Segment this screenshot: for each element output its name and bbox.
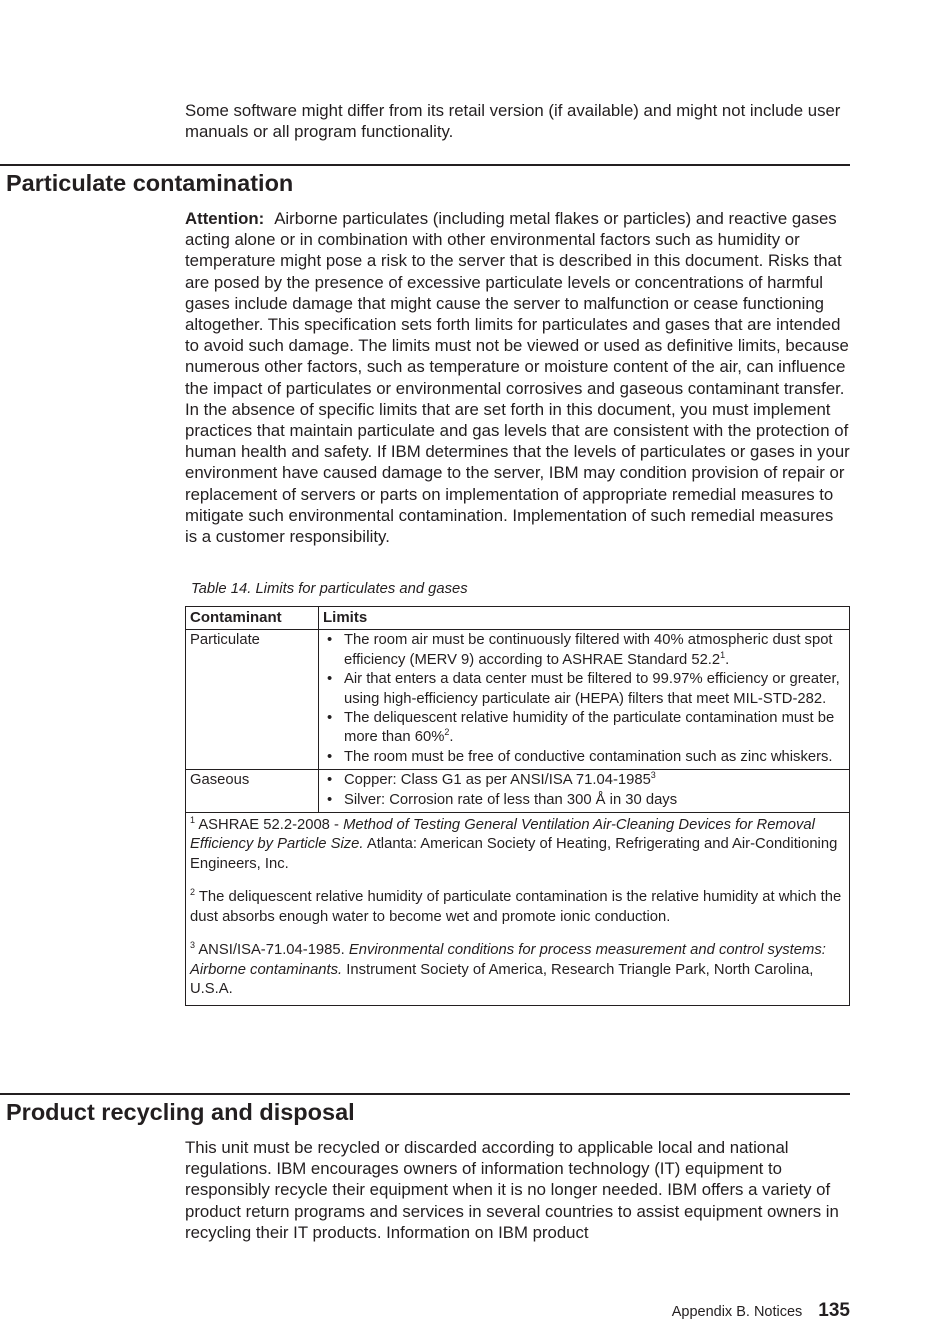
- gaseous-limits-list: [323, 771, 845, 810]
- table-notes: [190, 816, 845, 999]
- limit-text: Copper: Class G1 as per ANSI/ISA 71.04-1985: [344, 772, 651, 789]
- table-row-gaseous: [186, 770, 850, 813]
- recycling-heading: Product recycling and disposal: [6, 1099, 355, 1125]
- footnote-text: Atlanta: American Society of Heating, Refrigerating and Air-Conditioning Engineers, Inc.: [190, 836, 838, 872]
- footnote-number: 3: [190, 940, 196, 951]
- limits-table: [185, 606, 850, 1006]
- limit-text: Air that enters a data center must be filtered to 99.97% efficiency or greater, using high-efficiency particulate air (HEPA) filters that meet MIL-STD-282.: [344, 671, 840, 707]
- section-rule: [0, 164, 850, 166]
- footnote-text: ANSI/ISA-71.04-1985.: [198, 942, 349, 959]
- footnote-text: ASHRAE 52.2-2008 -: [198, 817, 344, 834]
- column-header-contaminant: Contaminant: [186, 607, 319, 630]
- limit-item: [323, 771, 845, 790]
- limit-item: [323, 631, 845, 670]
- footnote-number: 2: [190, 887, 196, 898]
- attention-paragraph: [185, 208, 850, 547]
- footnote-text: The deliquescent relative humidity of particulate contamination is the relative humidity at which the dust absorbs enough water to become wet and promote ionic conduction.: [190, 889, 842, 925]
- limit-text: The room must be free of conductive contamination such as zinc whiskers.: [344, 748, 833, 765]
- table-footnote: [190, 888, 845, 927]
- table-header-row: [186, 607, 850, 630]
- contaminant-cell: Particulate: [186, 630, 319, 770]
- limit-item: [323, 791, 845, 810]
- limit-text-tail: .: [725, 651, 730, 668]
- recycling-paragraph: This unit must be recycled or discarded according to applicable local and national regulations. IBM encourages owners of information technology (IT) equipment to responsibly recycle their equipment when it is no longer needed. IBM offers a variety of product return programs and services in several countries to assist equipment owners in recycling their IT products. Information on IBM product: [185, 1138, 839, 1242]
- footnote-text: Instrument Society of America, Research Triangle Park, North Carolina, U.S.A.: [190, 961, 814, 997]
- table-notes-row: [186, 813, 850, 1006]
- table-caption: Table 14. Limits for particulates and gases: [191, 581, 468, 597]
- limit-item: [323, 670, 845, 709]
- table-row-particulate: [186, 630, 850, 770]
- limits-cell: [319, 770, 850, 813]
- footnote-ref: 3: [650, 770, 656, 781]
- footnote-number: 1: [190, 815, 196, 826]
- table-footnote: [190, 816, 845, 874]
- footnote-ref: 1: [720, 649, 726, 660]
- table-footnote: [190, 941, 845, 999]
- table-notes-cell: [186, 813, 850, 1006]
- limit-text: The room air must be continuously filtered with 40% atmospheric dust spot efficiency (MERV 9) according to ASHRAE Standard 52.2: [344, 632, 833, 668]
- particulate-limits-list: [323, 631, 845, 767]
- attention-text: Airborne particulates (including metal flakes or particles) and reactive gases acting alone or in combination with other environmental factors such as humidity or temperature might pose a risk to the server that is described in this document. Risks that are posed by the presence of excessive particulate levels or concentrations of harmful gases include damage that might cause the server to malfunction or cease functioning altogether. This specification sets forth limits for particulates and gases that are intended to avoid such damage. The limits must not be viewed or used as definitive limits, because numerous other factors, such as temperature or moisture content of the air, can influence the impact of particulates or environmental corrosives and gaseous contaminant transfer. In the absence of specific limits that are set forth in this document, you must implement practices that maintain particulate and gas levels that are consistent with the protection of human health and safety. If IBM determines that the levels of particulates or gases in your environment have caused damage to the server, IBM may condition provision of repair or replacement of servers or parts on implementation of appropriate remedial measures to mitigate such environmental contamination. Implementation of such remedial measures is a customer responsibility.: [185, 209, 850, 547]
- footnote-title: Method of Testing General Ventilation Air-Cleaning Devices for Removal Efficiency by Particle Size.: [190, 817, 815, 853]
- footnote-ref: 2: [444, 727, 450, 738]
- limit-text: The deliquescent relative humidity of the particulate contamination must be more than 60%: [344, 710, 835, 746]
- limits-cell: [319, 630, 850, 770]
- contaminant-cell: Gaseous: [186, 770, 319, 813]
- page-number: 135: [818, 1300, 850, 1321]
- section-rule: [0, 1093, 850, 1095]
- column-header-limits: Limits: [319, 607, 850, 630]
- limit-item: [323, 709, 845, 748]
- limit-item: [323, 748, 845, 767]
- page-footer: [672, 1300, 850, 1322]
- attention-label: Attention:: [185, 209, 265, 228]
- limit-text-tail: .: [449, 729, 454, 746]
- footer-section: Appendix B. Notices: [671, 1304, 803, 1320]
- limit-text: Silver: Corrosion rate of less than 300 Å in 30 days: [344, 791, 678, 808]
- intro-paragraph: Some software might differ from its retail version (if available) and might not include user manuals or all program functionality.: [185, 101, 841, 142]
- particulate-heading: Particulate contamination: [6, 170, 294, 196]
- footnote-title: Environmental conditions for process measurement and control systems: Airborne contaminants.: [190, 942, 826, 978]
